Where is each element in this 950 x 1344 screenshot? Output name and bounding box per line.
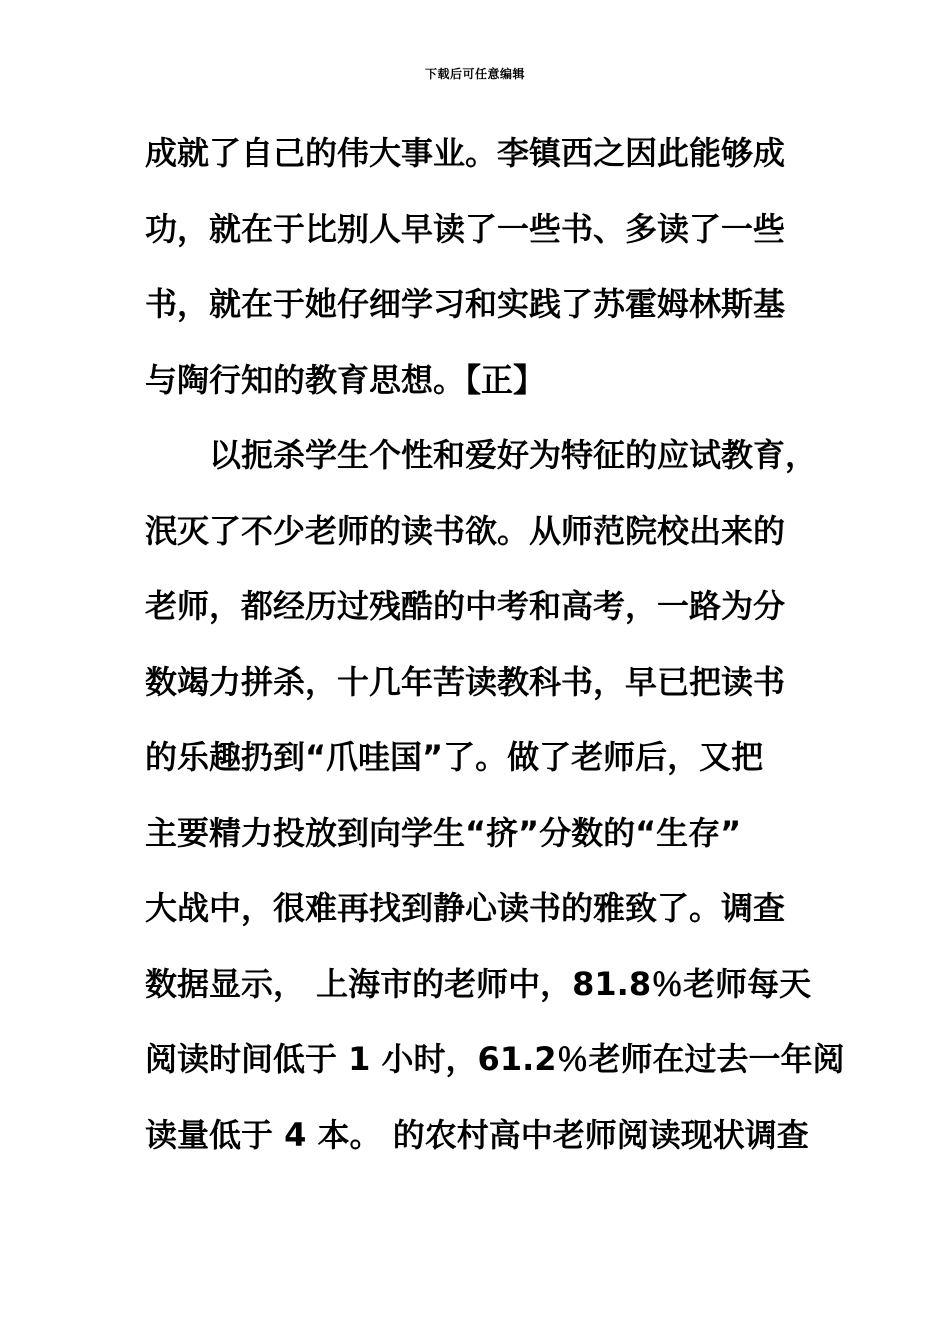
header-note: 下载后可任意编辑 <box>424 67 525 81</box>
text-line: 大战中，很难再找到静心读书的雅致了。调查 <box>145 889 786 927</box>
text-line: 的乐趣扔到“爪哇国”了。做了老师后，又把 <box>145 738 764 776</box>
paragraph-first-line: 以扼杀学生个性和爱好为特征的应试教育， <box>209 436 818 474</box>
text-line: 与陶行知的教育思想。【正】 <box>145 360 546 399</box>
text-line: 书，就在于她仔细学习和实践了苏霍姆林斯基 <box>145 285 786 323</box>
text-line: 功，就在于比别人早读了一些书、多读了一些 <box>145 209 786 248</box>
text-line: 阅读时间低于 1 小时，61.2％老师在过去一年阅 <box>145 1040 845 1078</box>
text-line: 主要精力投放到向学生“挤”分数的“生存” <box>145 813 742 852</box>
document-body <box>145 128 845 1185</box>
text-line: 成就了自己的伟大事业。李镇西之因此能够成 <box>145 134 786 172</box>
text-line: 数据显示， 上海市的老师中，81.8％老师每天 <box>145 964 812 1003</box>
text-line: 读量低于 4 本。 的农村高中老师阅读现状调查 <box>145 1115 809 1154</box>
text-line: 老师，都经历过残酷的中考和高考，一路为分 <box>145 587 786 625</box>
text-line: 数竭力拼杀，十几年苦读教科书，早已把读书 <box>145 662 786 701</box>
text-line: 泯灭了不少老师的读书欲。从师范院校出来的 <box>145 511 786 550</box>
